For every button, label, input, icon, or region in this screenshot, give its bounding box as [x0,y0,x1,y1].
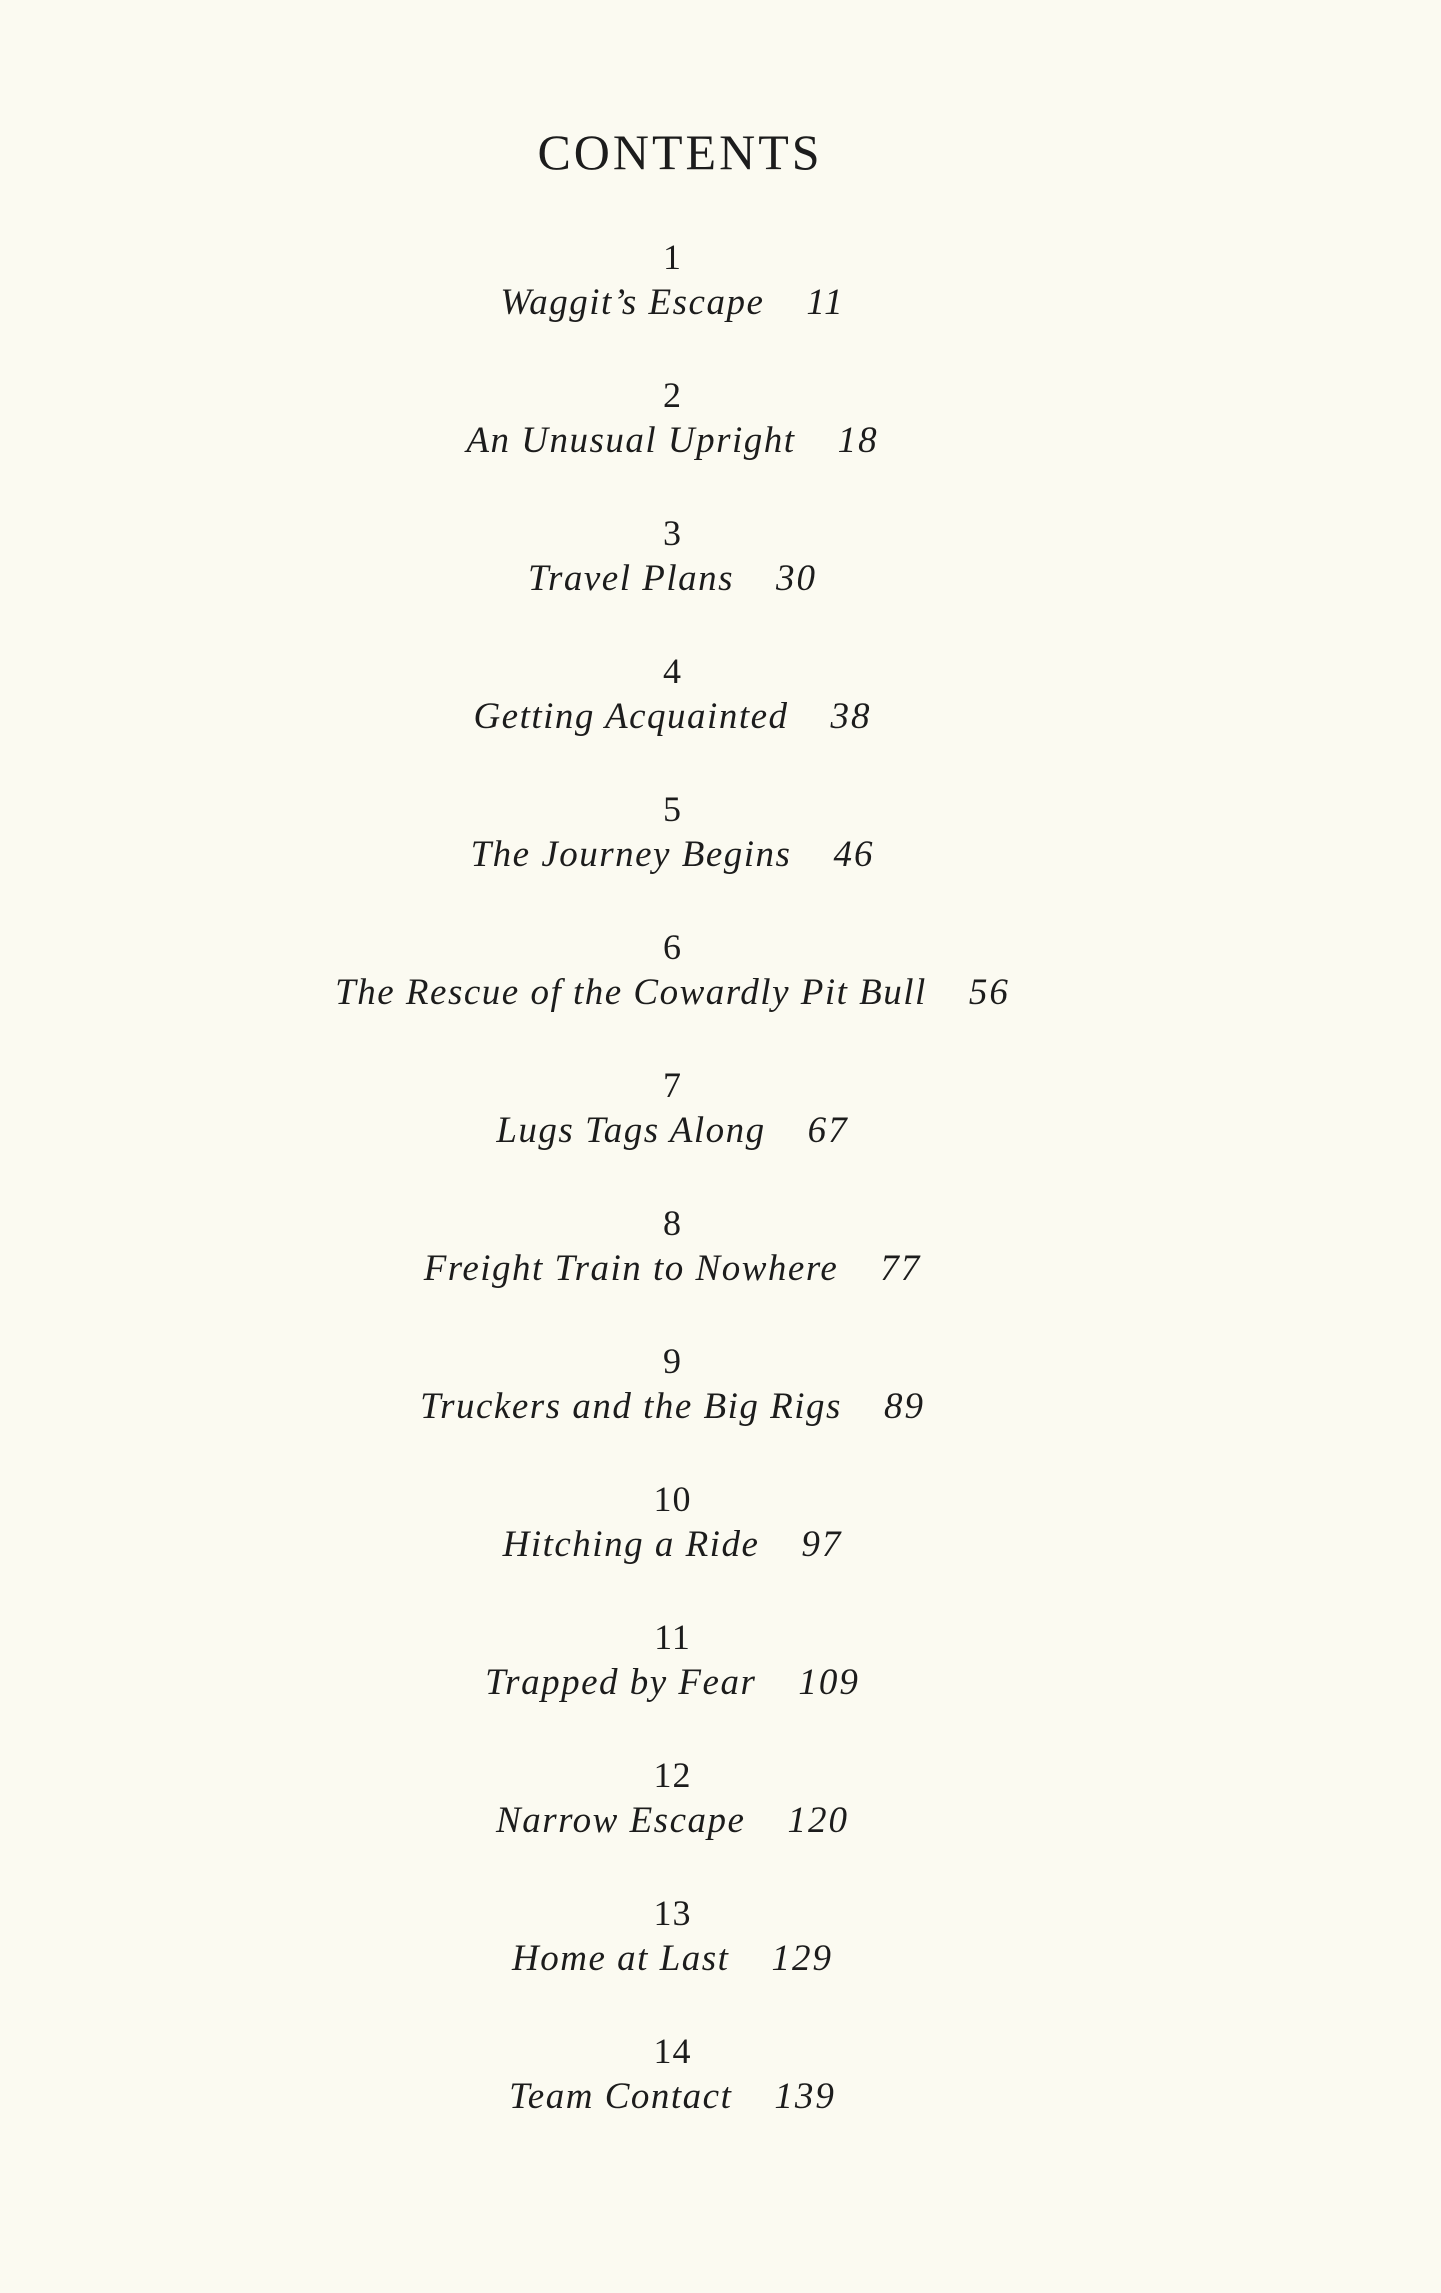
chapter-line [0,554,1345,604]
chapter-page-number: 77 [880,1248,922,1289]
chapter-title: Home at Last [512,1938,730,1979]
chapter-title: The Rescue of the Cowardly Pit Bull [335,972,927,1013]
chapter-line [0,1520,1345,1570]
chapter-line [0,692,1345,742]
chapter-page-number: 129 [771,1938,833,1979]
chapter-title: Getting Acquainted [473,696,789,737]
chapter-title: Narrow Escape [496,1800,746,1841]
chapter-title: Hitching a Ride [502,1524,760,1565]
chapter-page-number: 11 [806,282,845,323]
chapter-title: The Journey Begins [470,834,792,875]
chapter-line [0,1796,1345,1846]
toc-entry[interactable] [0,788,1345,926]
chapter-line [0,830,1345,880]
toc-entry[interactable] [0,650,1345,788]
chapter-number: 9 [663,1341,682,1381]
toc-entry[interactable] [0,1202,1345,1340]
chapter-title: Lugs Tags Along [496,1110,766,1151]
chapter-page-number: 46 [833,834,875,875]
toc-entry[interactable] [0,1616,1345,1754]
toc-entry[interactable] [0,926,1345,1064]
chapter-number: 8 [663,1203,682,1243]
chapter-number: 2 [663,375,682,415]
chapter-line [0,2072,1345,2122]
toc-entry[interactable] [0,1340,1345,1478]
chapter-page-number: 56 [968,972,1010,1013]
chapter-number: 11 [654,1617,691,1657]
chapter-number: 7 [663,1065,682,1105]
toc-entry[interactable] [0,2030,1345,2168]
toc-entry[interactable] [0,1478,1345,1616]
chapter-title: Trapped by Fear [485,1662,757,1703]
contents-heading: CONTENTS [537,124,823,180]
chapter-title: Team Contact [509,2076,733,2117]
chapter-number: 12 [653,1755,692,1795]
chapter-number: 4 [663,651,682,691]
toc-entry[interactable] [0,236,1345,374]
chapter-title: Waggit’s Escape [500,282,765,323]
table-of-contents [0,236,1345,2168]
chapter-title: Truckers and the Big Rigs [420,1386,842,1427]
chapter-number: 3 [663,513,682,553]
chapter-number: 13 [653,1893,692,1933]
chapter-number: 1 [663,237,682,277]
toc-entry[interactable] [0,1892,1345,2030]
chapter-page-number: 97 [801,1524,843,1565]
chapter-page-number: 120 [787,1800,849,1841]
chapter-line [0,968,1345,1018]
chapter-line [0,1244,1345,1294]
chapter-page-number: 139 [774,2076,836,2117]
toc-entry[interactable] [0,512,1345,650]
chapter-title: Travel Plans [527,558,735,599]
chapter-line [0,1382,1345,1432]
chapter-number: 6 [663,927,682,967]
chapter-number: 10 [653,1479,692,1519]
chapter-number: 5 [663,789,682,829]
chapter-number: 14 [653,2031,692,2071]
chapter-line [0,416,1345,466]
chapter-page-number: 89 [883,1386,925,1427]
chapter-line [0,1106,1345,1156]
toc-entry[interactable] [0,1064,1345,1202]
chapter-page-number: 30 [776,558,818,599]
chapter-page-number: 67 [807,1110,849,1151]
chapter-line [0,1658,1345,1708]
chapter-page-number: 38 [830,696,872,737]
chapter-title: An Unusual Upright [466,420,796,461]
chapter-line [0,1934,1345,1984]
chapter-page-number: 109 [798,1662,860,1703]
chapter-page-number: 18 [837,420,879,461]
toc-entry[interactable] [0,374,1345,512]
toc-entry[interactable] [0,1754,1345,1892]
chapter-title: Freight Train to Nowhere [423,1248,839,1289]
chapter-line [0,278,1345,328]
